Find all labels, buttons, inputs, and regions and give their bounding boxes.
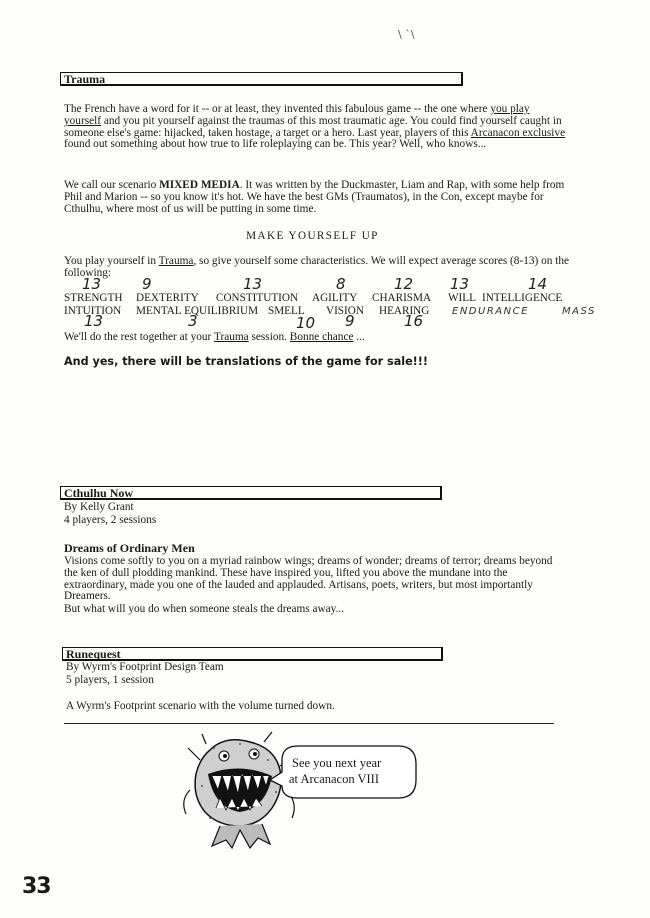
cthulhu-scenario-title: Dreams of Ordinary Men bbox=[64, 541, 195, 555]
cthulhu-author: By Kelly Grant bbox=[64, 501, 134, 513]
stat-label: INTUITION bbox=[64, 305, 122, 317]
session-line bbox=[64, 332, 579, 344]
translations-note: And yes, there will be translations of the game for sale!!! bbox=[64, 355, 428, 368]
stat-label: DEXTERITY bbox=[136, 292, 199, 304]
underlined-phrase: you play yourself bbox=[64, 103, 530, 127]
hand-score: 10 bbox=[296, 314, 316, 332]
stat-label: VISION bbox=[326, 305, 364, 317]
hand-score: 13 bbox=[243, 275, 263, 293]
hand-score: 3 bbox=[188, 312, 198, 330]
stat-label: INTELLIGENCE bbox=[482, 292, 563, 304]
hand-score: 12 bbox=[394, 275, 414, 293]
runequest-header-label: Runequest bbox=[66, 647, 121, 661]
stat-label: WILL bbox=[448, 292, 476, 304]
chars-text-b: , so give yourself some characteristics. We will expect average scores (8-13) on the following: bbox=[64, 255, 570, 279]
chars-game-name: Trauma bbox=[158, 255, 194, 267]
stray-mark: \ `\ bbox=[398, 28, 415, 41]
stat-label: SMELL bbox=[268, 305, 305, 317]
page-number: 33 bbox=[22, 874, 51, 899]
stats-row-1 bbox=[64, 292, 562, 304]
cthulhu-description: Visions come softly to you on a myriad rainbow wings; dreams of wonder; dreams of terror; dreams beyond the ken of dull plodding mankind. These have inspired you, lifted you above the mundane into the extraordinary, made you one of the lauded and applauded. Artisans, poets, writers, but most importantly Dreamers. bbox=[64, 555, 553, 603]
scenario-text-b: . It was written by the Duckmaster, Liam and Rap, with some help from Phil and Marion -- so you know it's hot. We have the best GMs (Traumatos), in the Con, except maybe for Cthulhu, where most of us will be putting in some time. bbox=[64, 179, 565, 215]
trauma-section-header bbox=[60, 72, 463, 86]
trauma-header-label: Trauma bbox=[64, 72, 106, 86]
stat-label: HEARING bbox=[379, 305, 430, 317]
hand-score: 13 bbox=[84, 312, 104, 330]
cthulhu-section-header bbox=[60, 486, 442, 500]
stat-label: MENTAL EQUILIBRIUM bbox=[136, 305, 259, 317]
hand-score: 8 bbox=[336, 275, 346, 293]
underlined-phrase: Arcanacon exclusive bbox=[470, 126, 566, 139]
section-divider bbox=[64, 723, 554, 724]
hand-score: 13 bbox=[450, 275, 470, 293]
bubble-line-1: See you next year bbox=[292, 756, 382, 770]
runequest-section-header bbox=[62, 647, 443, 661]
trauma-intro-paragraph bbox=[64, 104, 569, 151]
session-text-a: We'll do the rest together at your bbox=[64, 331, 214, 343]
runequest-author: By Wyrm's Footprint Design Team bbox=[66, 661, 224, 673]
handwritten-mass: MASS bbox=[562, 306, 596, 317]
handwritten-endurance: ENDURANCE bbox=[452, 306, 529, 317]
runequest-meta: 5 players, 1 session bbox=[66, 674, 154, 686]
scenario-text-a: We call our scenario bbox=[64, 179, 160, 191]
bonne-chance: Bonne chance bbox=[289, 331, 354, 343]
hand-score: 9 bbox=[345, 312, 355, 330]
stat-label: CONSTITUTION bbox=[216, 292, 299, 304]
hand-score: 13 bbox=[82, 275, 102, 293]
stat-label: CHARISMA bbox=[372, 292, 432, 304]
session-game-name: Trauma bbox=[213, 331, 249, 343]
stats-row-2 bbox=[64, 305, 429, 317]
text-run: found out something about how true to life roleplaying can be. This year? Well, who knows... bbox=[64, 138, 487, 151]
cthulhu-description-last: But what will you do when someone steals the dreams away... bbox=[64, 603, 345, 615]
stat-label: AGILITY bbox=[312, 292, 358, 304]
cthulhu-meta: 4 players, 2 sessions bbox=[64, 514, 157, 526]
make-yourself-up-heading: MAKE YOURSELF UP bbox=[246, 230, 379, 242]
text-run: and you pit yourself against the traumas of this most traumatic age. You could find yourself caught in someone else's game: hijacked, taken hostage, a target or a hero. Last year, players of this bbox=[64, 114, 562, 139]
hand-score: 16 bbox=[404, 312, 424, 330]
scenario-name: MIXED MEDIA bbox=[159, 179, 240, 191]
stat-label: STRENGTH bbox=[64, 292, 123, 304]
session-text-b: session. bbox=[248, 331, 290, 343]
session-text-c: ... bbox=[353, 331, 365, 343]
runequest-description: A Wyrm's Footprint scenario with the volume turned down. bbox=[66, 700, 335, 712]
bubble-line-2: at Arcanacon VIII bbox=[289, 772, 380, 786]
hand-score: 9 bbox=[142, 275, 152, 293]
text-run: The French have a word for it -- or at least, they invented this fabulous game -- the one where bbox=[64, 103, 491, 115]
hand-score: 14 bbox=[528, 275, 548, 293]
cthulhu-header-label: Cthulhu Now bbox=[64, 486, 134, 500]
chars-text-a: You play yourself in bbox=[64, 255, 159, 267]
trauma-scenario-paragraph bbox=[64, 180, 579, 215]
